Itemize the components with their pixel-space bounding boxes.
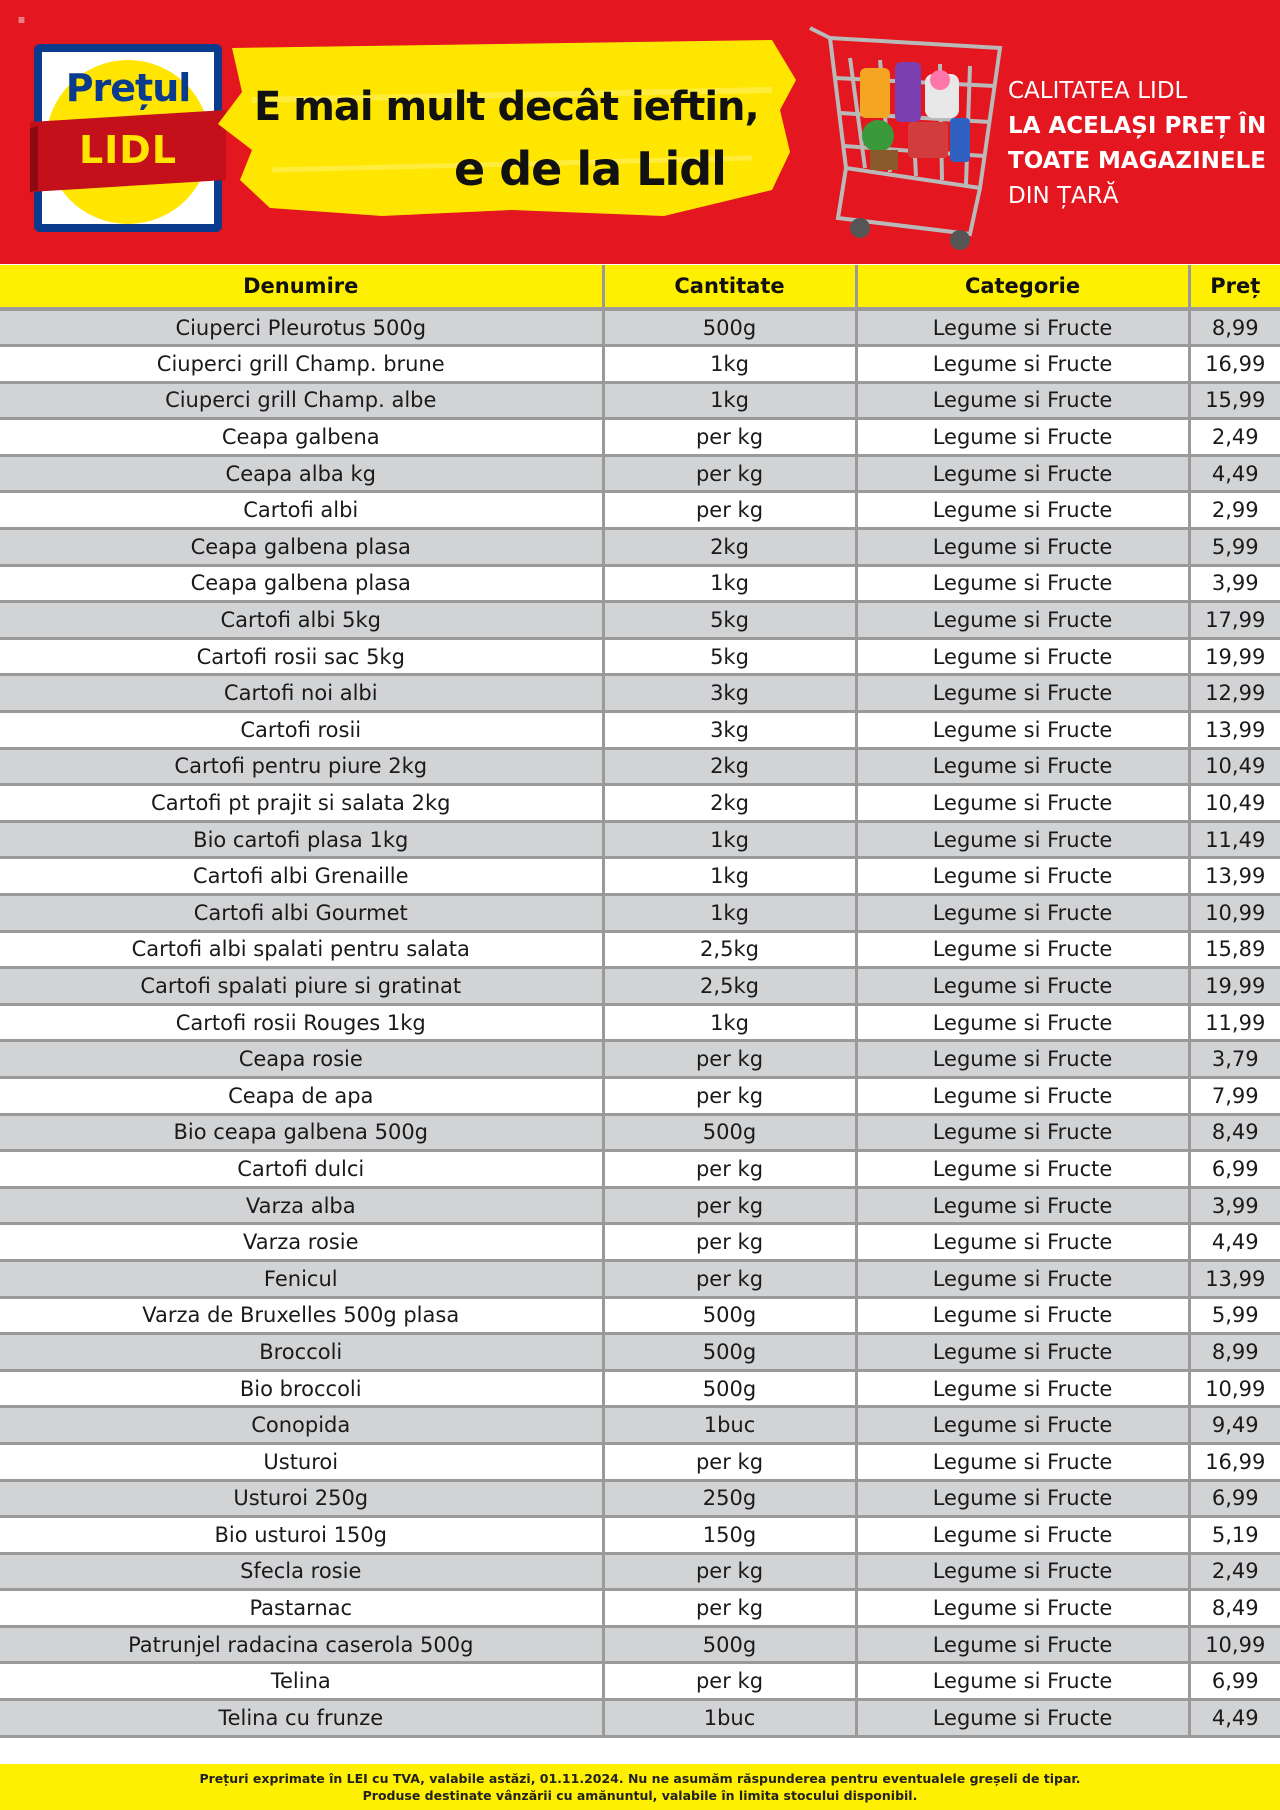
category-cell: Legume si Fructe	[856, 1480, 1189, 1517]
price-cell: 15,99	[1189, 382, 1280, 419]
category-cell: Legume si Fructe	[856, 492, 1189, 529]
quantity-cell: 1kg	[603, 821, 856, 858]
table-row	[0, 785, 1280, 822]
category-cell: Legume si Fructe	[856, 1370, 1189, 1407]
price-cell: 19,99	[1189, 638, 1280, 675]
product-name-cell: Ceapa galbena plasa	[0, 565, 603, 602]
table-row	[0, 1553, 1280, 1590]
price-cell: 5,19	[1189, 1517, 1280, 1554]
category-cell: Legume si Fructe	[856, 785, 1189, 822]
price-cell: 16,99	[1189, 1443, 1280, 1480]
quantity-cell: per kg	[603, 1553, 856, 1590]
product-name-cell: Cartofi albi	[0, 492, 603, 529]
table-row	[0, 675, 1280, 712]
product-name-cell: Ceapa galbena plasa	[0, 529, 603, 566]
category-cell: Legume si Fructe	[856, 1187, 1189, 1224]
category-cell: Legume si Fructe	[856, 1553, 1189, 1590]
disclaimer-line-1: Prețuri exprimate în LEI cu TVA, valabile astăzi, 01.11.2024. Nu ne asumăm răspunderea pentru eventualele greșeli de tipar.	[199, 1771, 1081, 1786]
price-cell: 3,99	[1189, 565, 1280, 602]
table-row	[0, 1187, 1280, 1224]
quantity-cell: per kg	[603, 1041, 856, 1078]
quantity-cell: 500g	[603, 309, 856, 346]
logo-top-text: Prețul	[65, 66, 191, 110]
quantity-cell: 2,5kg	[603, 968, 856, 1005]
table-row	[0, 565, 1280, 602]
category-cell: Legume si Fructe	[856, 1517, 1189, 1554]
quantity-cell: per kg	[603, 1151, 856, 1188]
product-name-cell: Cartofi albi Grenaille	[0, 858, 603, 895]
price-cell: 10,99	[1189, 1370, 1280, 1407]
quantity-cell: 5kg	[603, 602, 856, 639]
quantity-cell: 500g	[603, 1370, 856, 1407]
price-cell: 4,49	[1189, 1224, 1280, 1261]
product-name-cell: Cartofi noi albi	[0, 675, 603, 712]
product-name-cell: Cartofi pentru piure 2kg	[0, 748, 603, 785]
slogan-line-1: E mai mult decât ieftin,	[254, 84, 759, 130]
table-row	[0, 1334, 1280, 1371]
product-name-cell: Sfecla rosie	[0, 1553, 603, 1590]
table-row	[0, 1370, 1280, 1407]
category-cell: Legume si Fructe	[856, 1260, 1189, 1297]
price-cell: 11,49	[1189, 821, 1280, 858]
product-name-cell: Cartofi albi spalati pentru salata	[0, 931, 603, 968]
product-name-cell: Cartofi albi 5kg	[0, 602, 603, 639]
product-name-cell: Ciuperci grill Champ. brune	[0, 346, 603, 383]
quantity-cell: 1buc	[603, 1700, 856, 1737]
price-cell: 2,49	[1189, 419, 1280, 456]
product-name-cell: Cartofi spalati piure si gratinat	[0, 968, 603, 1005]
table-row	[0, 529, 1280, 566]
category-cell: Legume si Fructe	[856, 638, 1189, 675]
category-cell: Legume si Fructe	[856, 1626, 1189, 1663]
price-cell: 12,99	[1189, 675, 1280, 712]
quantity-cell: 2,5kg	[603, 931, 856, 968]
table-row	[0, 1590, 1280, 1627]
table-row	[0, 1114, 1280, 1151]
table-row	[0, 1443, 1280, 1480]
quantity-cell: per kg	[603, 455, 856, 492]
table-row	[0, 602, 1280, 639]
category-cell: Legume si Fructe	[856, 1224, 1189, 1261]
pretul-lidl-logo	[30, 40, 226, 236]
table-row	[0, 455, 1280, 492]
quantity-cell: 500g	[603, 1334, 856, 1371]
product-name-cell: Telina cu frunze	[0, 1700, 603, 1737]
table-row	[0, 382, 1280, 419]
category-cell: Legume si Fructe	[856, 1590, 1189, 1627]
product-name-cell: Ceapa rosie	[0, 1041, 603, 1078]
product-name-cell: Cartofi albi Gourmet	[0, 895, 603, 932]
price-cell: 3,99	[1189, 1187, 1280, 1224]
disclaimer-footer	[0, 1764, 1280, 1810]
category-cell: Legume si Fructe	[856, 1297, 1189, 1334]
product-name-cell: Ceapa galbena	[0, 419, 603, 456]
quantity-cell: per kg	[603, 1224, 856, 1261]
category-cell: Legume si Fructe	[856, 455, 1189, 492]
price-cell: 10,99	[1189, 895, 1280, 932]
product-name-cell: Ceapa de apa	[0, 1077, 603, 1114]
table-row	[0, 346, 1280, 383]
table-row	[0, 1004, 1280, 1041]
product-name-cell: Ciuperci grill Champ. albe	[0, 382, 603, 419]
product-name-cell: Ciuperci Pleurotus 500g	[0, 309, 603, 346]
table-row	[0, 895, 1280, 932]
price-cell: 13,99	[1189, 712, 1280, 749]
table-row	[0, 1224, 1280, 1261]
quantity-cell: 500g	[603, 1626, 856, 1663]
category-cell: Legume si Fructe	[856, 968, 1189, 1005]
price-cell: 2,49	[1189, 1553, 1280, 1590]
category-cell: Legume si Fructe	[856, 1407, 1189, 1444]
slogan-line-2: e de la Lidl	[454, 142, 726, 196]
quantity-cell: 3kg	[603, 712, 856, 749]
quantity-cell: 1kg	[603, 382, 856, 419]
table-row	[0, 931, 1280, 968]
table-row	[0, 858, 1280, 895]
price-cell: 13,99	[1189, 1260, 1280, 1297]
price-cell: 8,49	[1189, 1590, 1280, 1627]
quantity-cell: 1kg	[603, 858, 856, 895]
category-cell: Legume si Fructe	[856, 602, 1189, 639]
price-cell: 8,99	[1189, 309, 1280, 346]
category-cell: Legume si Fructe	[856, 382, 1189, 419]
quality-message	[1008, 74, 1266, 214]
product-name-cell: Usturoi	[0, 1443, 603, 1480]
category-cell: Legume si Fructe	[856, 309, 1189, 346]
table-row	[0, 968, 1280, 1005]
category-cell: Legume si Fructe	[856, 712, 1189, 749]
price-cell: 6,99	[1189, 1151, 1280, 1188]
quantity-cell: 1kg	[603, 1004, 856, 1041]
price-cell: 9,49	[1189, 1407, 1280, 1444]
table-row	[0, 1480, 1280, 1517]
price-cell: 6,99	[1189, 1663, 1280, 1700]
table-row	[0, 309, 1280, 346]
product-name-cell: Telina	[0, 1663, 603, 1700]
quantity-cell: per kg	[603, 419, 856, 456]
product-name-cell: Varza alba	[0, 1187, 603, 1224]
promo-banner	[0, 0, 1280, 264]
product-name-cell: Usturoi 250g	[0, 1480, 603, 1517]
table-row	[0, 1297, 1280, 1334]
table-row	[0, 638, 1280, 675]
product-name-cell: Ceapa alba kg	[0, 455, 603, 492]
header-row	[0, 265, 1280, 309]
shopping-cart-image	[790, 18, 1020, 258]
table-body	[0, 309, 1280, 1736]
disclaimer-line-2: Produse destinate vânzării cu amănuntul, valabile în limita stocului disponibil.	[362, 1788, 918, 1803]
product-name-cell: Bio broccoli	[0, 1370, 603, 1407]
category-cell: Legume si Fructe	[856, 1004, 1189, 1041]
price-cell: 10,99	[1189, 1626, 1280, 1663]
price-cell: 11,99	[1189, 1004, 1280, 1041]
price-cell: 4,49	[1189, 455, 1280, 492]
table-row	[0, 1260, 1280, 1297]
category-cell: Legume si Fructe	[856, 529, 1189, 566]
quantity-cell: 2kg	[603, 785, 856, 822]
menu-icon[interactable]: ≡	[18, 13, 26, 27]
category-cell: Legume si Fructe	[856, 1443, 1189, 1480]
product-name-cell: Cartofi pt prajit si salata 2kg	[0, 785, 603, 822]
category-cell: Legume si Fructe	[856, 821, 1189, 858]
price-cell: 17,99	[1189, 602, 1280, 639]
quantity-cell: 5kg	[603, 638, 856, 675]
category-cell: Legume si Fructe	[856, 1041, 1189, 1078]
table-row	[0, 1407, 1280, 1444]
price-cell: 8,99	[1189, 1334, 1280, 1371]
price-cell: 16,99	[1189, 346, 1280, 383]
quantity-cell: per kg	[603, 1187, 856, 1224]
product-name-cell: Bio cartofi plasa 1kg	[0, 821, 603, 858]
quantity-cell: per kg	[603, 1260, 856, 1297]
category-cell: Legume si Fructe	[856, 565, 1189, 602]
category-cell: Legume si Fructe	[856, 1151, 1189, 1188]
quality-line-4: DIN ȚARĂ	[1008, 183, 1119, 209]
product-name-cell: Cartofi rosii sac 5kg	[0, 638, 603, 675]
category-cell: Legume si Fructe	[856, 675, 1189, 712]
product-name-cell: Pastarnac	[0, 1590, 603, 1627]
quantity-cell: 500g	[603, 1297, 856, 1334]
quantity-cell: 1kg	[603, 565, 856, 602]
product-name-cell: Broccoli	[0, 1334, 603, 1371]
price-cell: 10,49	[1189, 748, 1280, 785]
table-row	[0, 1151, 1280, 1188]
column-header-category: Categorie	[856, 265, 1189, 309]
category-cell: Legume si Fructe	[856, 1663, 1189, 1700]
price-cell: 5,99	[1189, 529, 1280, 566]
price-cell: 3,79	[1189, 1041, 1280, 1078]
table-row	[0, 1700, 1280, 1737]
price-cell: 15,89	[1189, 931, 1280, 968]
category-cell: Legume si Fructe	[856, 1077, 1189, 1114]
quantity-cell: 150g	[603, 1517, 856, 1554]
table-row	[0, 1517, 1280, 1554]
quantity-cell: 2kg	[603, 529, 856, 566]
product-name-cell: Varza de Bruxelles 500g plasa	[0, 1297, 603, 1334]
product-name-cell: Cartofi rosii Rouges 1kg	[0, 1004, 603, 1041]
quantity-cell: per kg	[603, 1443, 856, 1480]
table-row	[0, 492, 1280, 529]
category-cell: Legume si Fructe	[856, 1700, 1189, 1737]
quantity-cell: per kg	[603, 492, 856, 529]
quantity-cell: 3kg	[603, 675, 856, 712]
category-cell: Legume si Fructe	[856, 895, 1189, 932]
logo-lidl-text: LIDL	[78, 128, 178, 172]
quantity-cell: per kg	[603, 1663, 856, 1700]
category-cell: Legume si Fructe	[856, 931, 1189, 968]
price-cell: 6,99	[1189, 1480, 1280, 1517]
price-table	[0, 265, 1280, 1738]
product-name-cell: Cartofi rosii	[0, 712, 603, 749]
product-name-cell: Varza rosie	[0, 1224, 603, 1261]
category-cell: Legume si Fructe	[856, 748, 1189, 785]
column-header-name: Denumire	[0, 265, 603, 309]
product-name-cell: Bio usturoi 150g	[0, 1517, 603, 1554]
price-cell: 19,99	[1189, 968, 1280, 1005]
table-header	[0, 265, 1280, 309]
price-cell: 4,49	[1189, 1700, 1280, 1737]
quality-line-2: LA ACELAȘI PREȚ ÎN	[1008, 113, 1267, 139]
product-name-cell: Cartofi dulci	[0, 1151, 603, 1188]
column-header-quantity: Cantitate	[603, 265, 856, 309]
quantity-cell: per kg	[603, 1590, 856, 1627]
quantity-cell: per kg	[603, 1077, 856, 1114]
table-row	[0, 821, 1280, 858]
price-cell: 5,99	[1189, 1297, 1280, 1334]
category-cell: Legume si Fructe	[856, 858, 1189, 895]
category-cell: Legume si Fructe	[856, 419, 1189, 456]
table-row	[0, 1663, 1280, 1700]
quantity-cell: 500g	[603, 1114, 856, 1151]
quantity-cell: 2kg	[603, 748, 856, 785]
quality-line-1: CALITATEA LIDL	[1008, 78, 1188, 104]
table-row	[0, 419, 1280, 456]
product-name-cell: Patrunjel radacina caserola 500g	[0, 1626, 603, 1663]
quantity-cell: 1kg	[603, 895, 856, 932]
price-cell: 2,99	[1189, 492, 1280, 529]
quantity-cell: 1kg	[603, 346, 856, 383]
table-row	[0, 1077, 1280, 1114]
table-row	[0, 748, 1280, 785]
price-cell: 8,49	[1189, 1114, 1280, 1151]
product-name-cell: Conopida	[0, 1407, 603, 1444]
price-cell: 7,99	[1189, 1077, 1280, 1114]
quality-line-3: TOATE MAGAZINELE	[1008, 148, 1266, 174]
quantity-cell: 250g	[603, 1480, 856, 1517]
table-row	[0, 1041, 1280, 1078]
price-table-container	[0, 265, 1280, 1738]
product-name-cell: Fenicul	[0, 1260, 603, 1297]
price-cell: 10,49	[1189, 785, 1280, 822]
price-cell: 13,99	[1189, 858, 1280, 895]
table-row	[0, 712, 1280, 749]
category-cell: Legume si Fructe	[856, 346, 1189, 383]
category-cell: Legume si Fructe	[856, 1334, 1189, 1371]
quantity-cell: 1buc	[603, 1407, 856, 1444]
product-name-cell: Bio ceapa galbena 500g	[0, 1114, 603, 1151]
table-row	[0, 1626, 1280, 1663]
column-header-price: Preț	[1189, 265, 1280, 309]
category-cell: Legume si Fructe	[856, 1114, 1189, 1151]
